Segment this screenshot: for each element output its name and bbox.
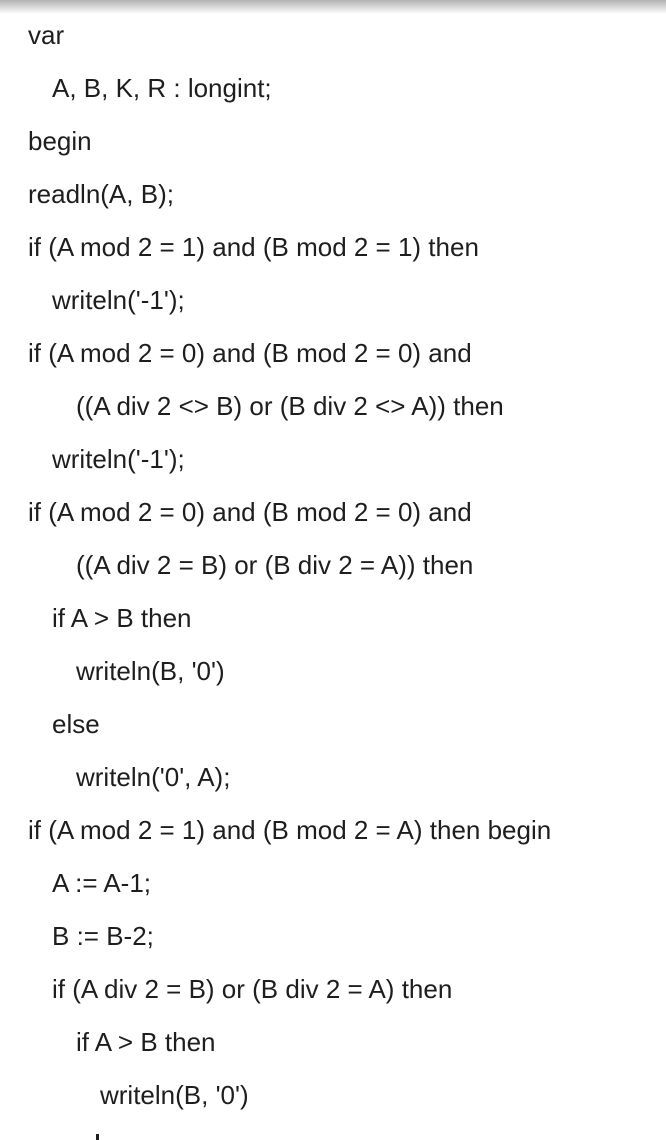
code-line: A := A-1; (52, 868, 152, 898)
code-line: if (A div 2 = B) or (B div 2 = A) then (52, 974, 453, 1004)
code-line: if (A mod 2 = 1) and (B mod 2 = 1) then (28, 232, 479, 262)
code-listing (0, 15, 666, 1128)
code-line: writeln(B, '0') (100, 1080, 249, 1110)
code-line: var (28, 20, 65, 50)
code-line: B := B-2; (52, 921, 154, 951)
code-line: if (A mod 2 = 0) and (B mod 2 = 0) and (28, 338, 472, 368)
code-line: readln(A, B); (28, 179, 174, 209)
code-line: writeln(B, '0') (76, 656, 225, 686)
code-line: begin (28, 126, 92, 156)
code-line: else (52, 709, 100, 739)
code-line: if A > B then (52, 603, 192, 633)
code-line: A, B, K, R : longint; (52, 73, 272, 103)
code-line: if (A mod 2 = 1) and (B mod 2 = A) then begin (28, 815, 552, 845)
code-line: ((A div 2 <> B) or (B div 2 <> A)) then (76, 391, 504, 421)
code-line: if A > B then (76, 1027, 216, 1057)
code-line: writeln('0', A); (76, 762, 231, 792)
code-line: writeln('-1'); (52, 285, 185, 315)
top-edge-shadow (0, 0, 666, 14)
code-line: writeln('-1'); (52, 444, 185, 474)
code-line: if (A mod 2 = 0) and (B mod 2 = 0) and (28, 497, 472, 527)
cut-off-text-fragment (96, 1134, 99, 1140)
code-line: ((A div 2 = B) or (B div 2 = A)) then (76, 550, 474, 580)
